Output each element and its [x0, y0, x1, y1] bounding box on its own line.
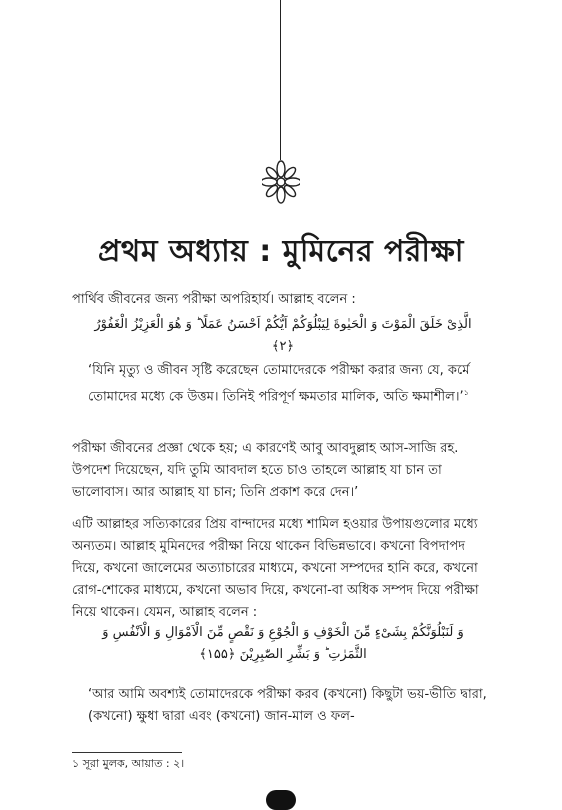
chapter-title: প্রথম অধ্যায় : মুমিনের পরীক্ষা: [98, 234, 464, 269]
translation-quote-1-text: ‘যিনি মৃত্যু ও জীবন সৃষ্টি করেছেন তোমাদেরকে পরীক্ষা করার জন্য যে, কর্মে তোমাদের মধ্যে কে উত্তম। তিনিই পরিপূর্ণ ক্ষমতার মালিক, অতি ক্ষমাশীল।’: [88, 363, 470, 405]
paragraph-2: পরীক্ষা জীবনের প্রজ্ঞা থেকে হয়; এ কারণেই আবু আবদুল্লাহ আস-সাজি রহ. উপদেশ দিয়েছেন, যদি তুমি আবদাল হতে চাও তাহলে আল্লাহ যা চান তা ভালোবাস। আর আল্লাহ যা চান; তিনি প্রকাশ করে দেন।’: [72, 441, 459, 500]
decorative-hanging-line: [280, 0, 281, 160]
intro-paragraph: পার্থিব জীবনের জন্য পরীক্ষা অপরিহার্য। আল্লাহ বলেন :: [72, 292, 356, 307]
footnote: ১ সূরা মুলক, আয়াত : ২।: [72, 757, 185, 770]
page-number-tab: [266, 790, 296, 810]
arabic-verse-2: وَ لَنَبْلُوَنَّكُمْ بِشَیْءٍ مِّنَ الْخَوْفِ وَ الْجُوْعِ وَ نَقْصٍ مِّنَ الْاَمْوَالِ وَ الْاَنْفُسِ وَ الثَّمَرٰتِ ؕ وَ بَشِّرِ الصّٰبِرِیْنَ ﴿۱۵۵﴾: [102, 625, 464, 662]
footnote-divider: [72, 752, 182, 753]
translation-quote-2: ‘আর আমি অবশ্যই তোমাদেরকে পরীক্ষা করব (কখনো) কিছুটা ভয়-ভীতি দ্বারা, (কখনো) ক্ষুধা দ্বারা এবং (কখনো) জান-মাল ও ফল-: [88, 687, 487, 724]
arabic-verse-1: الَّذِىْ خَلَقَ الْمَوْتَ وَ الْحَيٰوةَ لِيَبْلُوَكُمْ اَيُّكُمْ اَحْسَنُ عَمَلًا ؕ وَ هُوَ الْعَزِيْزُ الْغَفُوْرُ ﴿۲﴾: [94, 317, 472, 354]
flower-ornament-icon: [262, 158, 300, 206]
footnote-marker: ১: [463, 388, 469, 397]
paragraph-3: এটি আল্লাহর সত্যিকারের প্রিয় বান্দাদের মধ্যে শামিল হওয়ার উপায়গুলোর মধ্যে অন্যতম। আল্লাহ মুমিনদের পরীক্ষা নিয়ে থাকেন বিভিন্নভাবে। কখনো বিপদাপদ দিয়ে, কখনো জালেমের অত্যাচারের মাধ্যমে, কখনো সম্পদের হানি করে, কখনো রোগ-শোকের মাধ্যমে, কখনো অভাব দিয়ে, কখনো-বা অধিক সম্পদ দিয়ে পরীক্ষা নিয়ে থাকেন। যেমন, আল্লাহ বলেন :: [72, 517, 479, 620]
translation-quote-1: [88, 360, 498, 408]
